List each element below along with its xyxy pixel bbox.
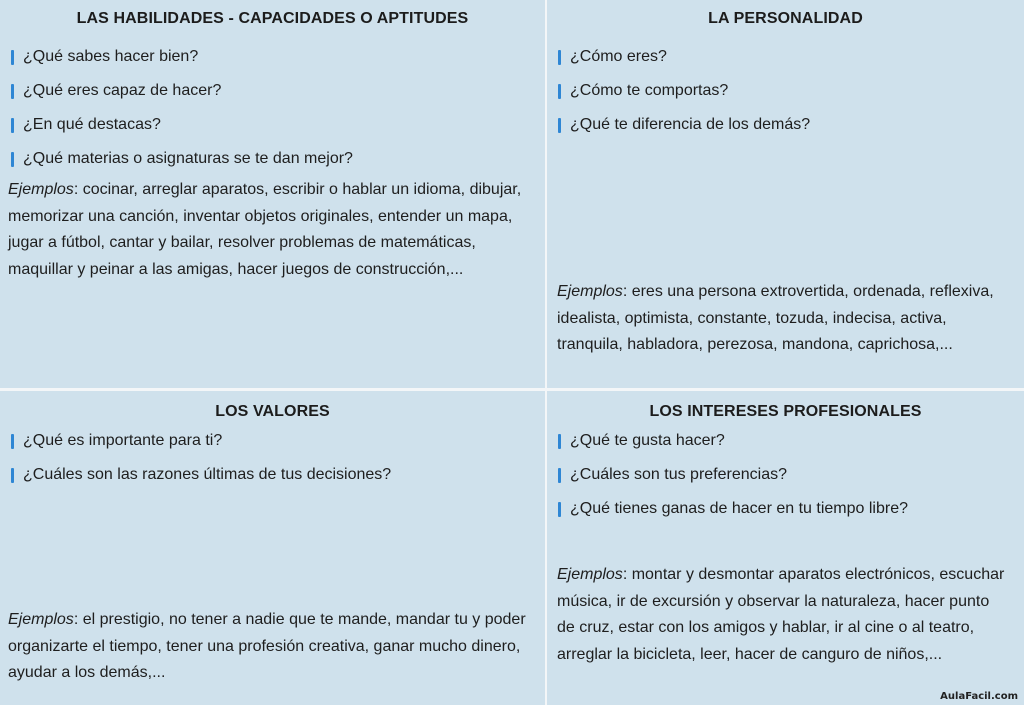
- cell-title: LOS VALORES: [215, 403, 330, 420]
- bullet-bar-icon: [11, 84, 14, 99]
- examples-paragraph: [557, 562, 1010, 668]
- cell-valores: [0, 391, 547, 705]
- bullet-bar-icon: [558, 84, 561, 99]
- question-list: [11, 40, 353, 176]
- examples-paragraph: [8, 177, 531, 283]
- question-item: [11, 458, 391, 492]
- examples-label: Ejemplos: [8, 181, 74, 198]
- bullet-bar-icon: [558, 502, 561, 517]
- question-item: [558, 40, 810, 74]
- question-text: ¿Qué te gusta hacer?: [570, 432, 725, 449]
- examples-text: : montar y desmontar aparatos electrónicos, escuchar música, ir de excursión y observar la naturaleza, hacer punto de cruz, estar con los amigos y hablar, ir al cine o al teatro, arreglar la bicicleta, leer, hacer de canguro de niños,...: [557, 566, 1005, 663]
- question-text: ¿Qué sabes hacer bien?: [23, 48, 199, 65]
- question-item: [558, 424, 908, 458]
- bullet-bar-icon: [558, 434, 561, 449]
- question-text: ¿En qué destacas?: [23, 116, 161, 133]
- question-item: [11, 142, 353, 176]
- cell-intereses-profesionales: [547, 391, 1024, 705]
- examples-paragraph: [557, 279, 1010, 359]
- question-text: ¿Cuáles son tus preferencias?: [570, 466, 787, 483]
- examples-text: : cocinar, arreglar aparatos, escribir o hablar un idioma, dibujar, memorizar una canción, inventar objetos originales, entender un mapa, jugar a fútbol, cantar y bailar, resolver problemas de matemáticas, maquillar y peinar a las amigas, hacer juegos de construcción,...: [8, 181, 522, 278]
- question-text: ¿Cómo eres?: [570, 48, 667, 65]
- cell-title: LOS INTERESES PROFESIONALES: [649, 403, 922, 420]
- bullet-bar-icon: [558, 468, 561, 483]
- cell-title: LAS HABILIDADES - CAPACIDADES O APTITUDES: [76, 10, 469, 27]
- watermark-logo: AulaFacil.com: [940, 691, 1018, 702]
- question-list: [11, 424, 391, 492]
- bullet-bar-icon: [11, 468, 14, 483]
- bullet-bar-icon: [11, 50, 14, 65]
- examples-text: : el prestigio, no tener a nadie que te mande, mandar tu y poder organizarte el tiempo, tener una profesión creativa, ganar mucho dinero, ayudar a los demás,...: [8, 611, 526, 681]
- question-text: ¿Qué materias o asignaturas se te dan mejor?: [23, 150, 353, 167]
- question-item: [558, 458, 908, 492]
- cell-habilidades: [0, 0, 547, 391]
- examples-text: : eres una persona extrovertida, ordenada, reflexiva, idealista, optimista, constante, tozuda, indecisa, activa, tranquila, habladora, perezosa, mandona, caprichosa,...: [557, 283, 994, 353]
- question-text: ¿Cómo te comportas?: [570, 82, 729, 99]
- question-list: [558, 40, 810, 142]
- question-text: ¿Qué eres capaz de hacer?: [23, 82, 222, 99]
- question-text: ¿Cuáles son las razones últimas de tus decisiones?: [23, 466, 392, 483]
- question-text: ¿Qué te diferencia de los demás?: [570, 116, 811, 133]
- question-item: [11, 40, 353, 74]
- question-list: [558, 424, 908, 526]
- bullet-bar-icon: [558, 118, 561, 133]
- question-text: ¿Qué tienes ganas de hacer en tu tiempo libre?: [570, 500, 908, 517]
- bullet-bar-icon: [11, 118, 14, 133]
- cell-personalidad: [547, 0, 1024, 391]
- question-text: ¿Qué es importante para ti?: [23, 432, 223, 449]
- question-item: [558, 74, 810, 108]
- bullet-bar-icon: [558, 50, 561, 65]
- question-item: [11, 424, 391, 458]
- bullet-bar-icon: [11, 434, 14, 449]
- examples-paragraph: [8, 607, 531, 687]
- examples-label: Ejemplos: [557, 566, 623, 583]
- cell-title: LA PERSONALIDAD: [708, 10, 863, 27]
- examples-label: Ejemplos: [557, 283, 623, 300]
- question-item: [11, 74, 353, 108]
- question-item: [558, 492, 908, 526]
- question-item: [558, 108, 810, 142]
- question-item: [11, 108, 353, 142]
- examples-label: Ejemplos: [8, 611, 74, 628]
- bullet-bar-icon: [11, 152, 14, 167]
